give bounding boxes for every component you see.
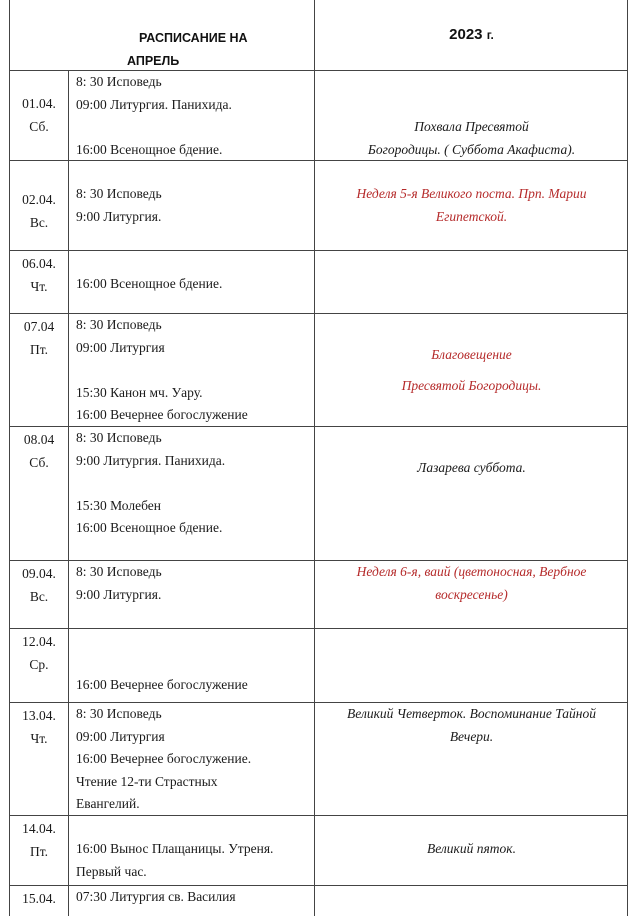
- schedule-title: [127, 27, 248, 73]
- service-line: 09:00 Литургия. Панихида.: [76, 96, 232, 112]
- service-line: 16:00 Вечернее богослужение.: [76, 751, 252, 766]
- feast-note-line: Великий пяток.: [427, 841, 516, 856]
- date-value: 07.04: [23, 319, 55, 334]
- service-line: Первый час.: [76, 863, 147, 879]
- services-cell: [76, 703, 314, 816]
- schedule-row: [9, 427, 628, 561]
- date-cell: [9, 314, 69, 361]
- date-value: 08.04: [23, 432, 55, 447]
- feast-note-cell: [315, 561, 628, 606]
- date-cell: [9, 629, 69, 676]
- feast-note-line: Богородицы. ( Суббота Акафиста).: [367, 141, 576, 157]
- year-value: 2023: [449, 26, 483, 43]
- weekday-value: Пт.: [29, 843, 48, 859]
- date-cell: [9, 561, 69, 608]
- service-line: 07:30 Литургия св. Василия: [76, 889, 236, 904]
- date-cell: [9, 187, 69, 234]
- weekday-value: Вс.: [29, 214, 49, 230]
- weekday-value: Чт.: [30, 278, 48, 294]
- table-border-right: [627, 427, 628, 561]
- service-line: 8: 30 Исповедь: [76, 186, 162, 201]
- service-line: Евангелий.: [76, 796, 140, 811]
- services-cell: [76, 561, 314, 606]
- feast-note-line: Вечери.: [449, 728, 494, 744]
- date-value: 01.04.: [22, 96, 56, 111]
- feast-note-cell: [315, 457, 628, 480]
- schedule-row: [9, 71, 628, 161]
- feast-note-line: Египетской.: [435, 208, 508, 224]
- feast-note-line: Благовещение: [431, 347, 512, 362]
- table-header: [9, 0, 628, 71]
- date-cell: [9, 703, 69, 750]
- blank-line: [76, 472, 314, 495]
- blank-line: [76, 359, 314, 382]
- feast-note-cell: [315, 344, 628, 397]
- services-cell: [76, 886, 314, 909]
- service-line: 16:00 Вечернее богослужение: [76, 407, 248, 422]
- service-line: 9:00 Литургия.: [76, 208, 162, 224]
- services-cell: [76, 674, 314, 697]
- feast-note-line: Похвала Пресвятой: [414, 119, 529, 134]
- schedule-row: [9, 251, 628, 314]
- table-border-right: [627, 251, 628, 314]
- service-line: 16:00 Всенощное бдение.: [76, 276, 223, 291]
- service-line: 9:00 Литургия. Панихида.: [76, 452, 226, 468]
- feast-note-cell: [315, 116, 628, 161]
- date-value: 14.04.: [22, 821, 56, 836]
- year-label: [315, 26, 628, 43]
- date-cell: [9, 886, 69, 911]
- service-line: 15:30 Молебен: [76, 497, 162, 513]
- service-line: 8: 30 Исповедь: [76, 317, 162, 332]
- date-value: 12.04.: [22, 634, 56, 649]
- weekday-value: Сб.: [29, 118, 49, 134]
- services-cell: [76, 314, 314, 427]
- date-cell: [9, 816, 69, 863]
- services-cell: [76, 273, 314, 296]
- title-line-2: АПРЕЛЬ: [127, 54, 180, 68]
- feast-note-line: Неделя 5-я Великого поста. Прп. Марии: [356, 186, 587, 201]
- column-divider: [314, 427, 315, 561]
- date-cell: [9, 427, 69, 474]
- title-line-1: РАСПИСАНИЕ НА: [139, 31, 248, 45]
- service-line: 8: 30 Исповедь: [76, 430, 162, 445]
- service-line: 09:00 Литургия: [76, 728, 165, 744]
- date-cell: [9, 251, 69, 298]
- schedule-row: [9, 161, 628, 251]
- date-value: 15.04.: [22, 891, 56, 906]
- date-cell: [9, 91, 69, 138]
- feast-note-cell: [315, 703, 628, 748]
- service-line: 8: 30 Исповедь: [76, 706, 162, 721]
- feast-note-line: Неделя 6-я, ваий (цветоносная, Вербное: [356, 564, 587, 579]
- services-cell: [76, 838, 314, 883]
- weekday-value: Ср.: [29, 656, 49, 672]
- service-line: 09:00 Литургия: [76, 339, 165, 355]
- date-value: 13.04.: [22, 708, 56, 723]
- schedule-row: [9, 314, 628, 427]
- blank-line: [76, 116, 314, 139]
- weekday-value: Вс.: [29, 588, 49, 604]
- service-line: Чтение 12-ти Страстных: [76, 773, 218, 789]
- table-border-right: [627, 886, 628, 916]
- weekday-value: Чт.: [30, 730, 48, 746]
- feast-note-line: Великий Четверток. Воспоминание Тайной: [347, 706, 596, 721]
- column-divider: [314, 629, 315, 703]
- services-cell: [76, 427, 314, 540]
- date-value: 09.04.: [22, 566, 56, 581]
- service-line: 8: 30 Исповедь: [76, 74, 162, 89]
- schedule-row: [9, 629, 628, 703]
- table-border-left: [9, 0, 10, 71]
- service-line: 16:00 Всенощное бдение.: [76, 520, 223, 535]
- service-line: 16:00 Вечернее богослужение: [76, 677, 248, 692]
- weekday-value: Сб.: [29, 454, 49, 470]
- feast-note-line: воскресенье): [435, 586, 508, 602]
- service-line: 16:00 Всенощное бдение.: [76, 141, 223, 157]
- date-value: 02.04.: [22, 192, 56, 207]
- schedule-row: [9, 886, 628, 916]
- feast-note-line: Пресвятой Богородицы.: [401, 377, 542, 393]
- services-cell: [76, 183, 314, 228]
- feast-note-cell: [315, 838, 628, 861]
- service-line: 8: 30 Исповедь: [76, 564, 162, 579]
- schedule-row: [9, 561, 628, 629]
- feast-note-cell: [315, 183, 628, 228]
- column-divider: [314, 251, 315, 314]
- feast-note-line: Лазарева суббота.: [417, 460, 526, 475]
- services-cell: [76, 71, 314, 161]
- service-line: 15:30 Канон мч. Уару.: [76, 384, 203, 400]
- table-border-right: [627, 629, 628, 703]
- service-line: 9:00 Литургия.: [76, 586, 162, 602]
- year-suffix: г.: [486, 28, 494, 42]
- column-divider: [314, 886, 315, 916]
- service-line: 16:00 Вынос Плащаницы. Утреня.: [76, 841, 274, 856]
- date-value: 06.04.: [22, 256, 56, 271]
- weekday-value: Пт.: [29, 341, 48, 357]
- schedule-row: [9, 703, 628, 816]
- schedule-row: [9, 816, 628, 886]
